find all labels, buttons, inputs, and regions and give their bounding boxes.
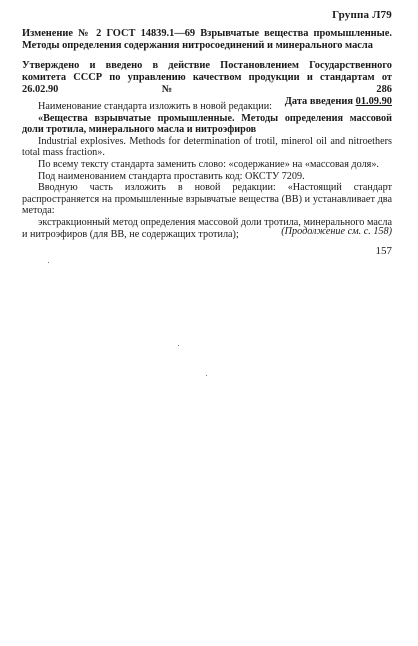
amendment-body: [22, 101, 392, 240]
paragraph-new-title-ru: «Вещества взрывчатые промышленные. Методы определения массовой доли тротила, минерального масла и нитроэфиров: [22, 112, 392, 136]
paragraph-new-title-en: Industrial explosives. Methods for determination of trotil, minerol oil and nitroethers total mass fraction».: [22, 135, 392, 159]
paragraph-word-replace: По всему тексту стандарта заменить слово: «содержание» на «массовая доля».: [38, 158, 379, 170]
scan-speck: [206, 375, 207, 376]
approval-text: Утверждено и введено в действие Постановлением Государственного комитета СССР по управлению качеством продукции и стандартам от 26.02.90 № 286: [22, 60, 392, 95]
paragraph-title-change: Наименование стандарта изложить в новой редакции:: [38, 101, 272, 112]
page-number: 157: [375, 245, 392, 257]
paragraph-code: Под наименованием стандарта проставить код: ОКСТУ 7209.: [38, 170, 305, 182]
amendment-header: Изменение № 2 ГОСТ 14839.1—69 Взрывчатые вещества промышленные. Методы определения содержания нитросоединений и минерального масла: [22, 28, 392, 51]
scan-speck: [48, 262, 49, 263]
effective-date-value: 01.09.90: [355, 96, 392, 107]
paragraph-method-1: экстракционный метод определения массовой доли тротила, минерального масла и нитроэфиров (для ВВ, не содержащих тротила);: [22, 216, 392, 240]
paragraph-intro: Вводную часть изложить в новой редакции: «Настоящий стандарт распространяется на промышленные взрывчатые вещества (ВВ) и устанавливает два метода:: [22, 182, 392, 217]
effective-date-label: Дата введения: [284, 96, 354, 107]
continuation-note: (Продолжение см. с. 158): [281, 226, 392, 237]
scan-speck: [178, 345, 179, 346]
group-code: Группа Л79: [332, 9, 392, 21]
